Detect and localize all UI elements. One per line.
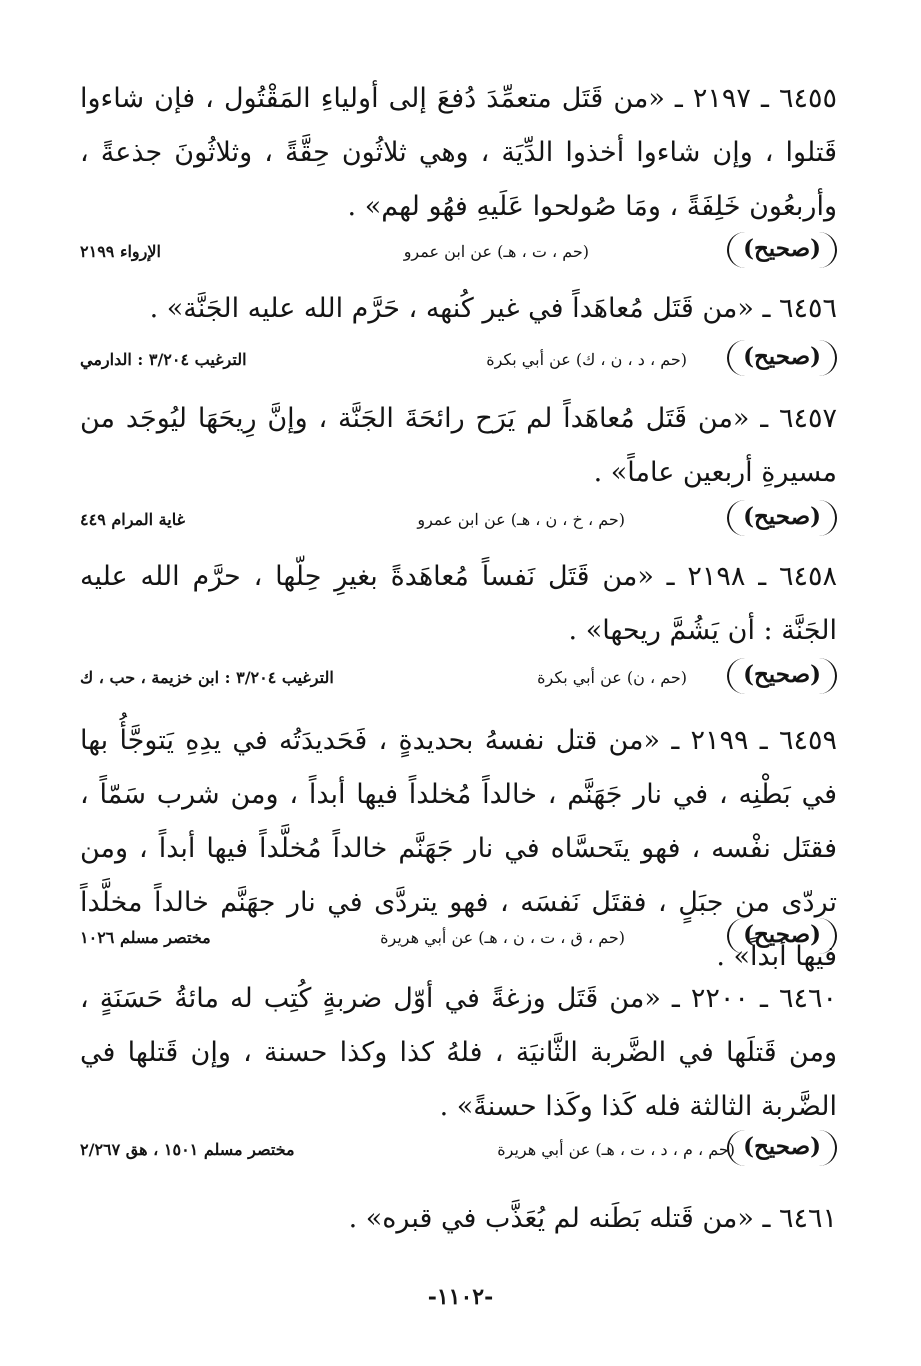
page-number: -١١٠٢- <box>427 1284 494 1310</box>
source-line-6456 <box>80 336 837 384</box>
reference: مختصر مسلم ١٠٢٦ <box>80 928 211 947</box>
grade-badge: (صحيح) <box>727 232 837 268</box>
hadith-6460: ٦٤٦٠ ـ ٢٢٠٠ ـ «من قَتَل وزغةً في أوّل ضربةٍ كُتِب له مائةُ حَسَنَةٍ ، ومن قَتلَها في الضَّربة الثَّانيَة ، فلهُ كذا وكذا حسنة ، وإن قَتلها في الضَّربة الثالثة فله كَذا وكَذا حسنةً» . <box>80 983 837 1122</box>
source-line-6460 <box>80 1126 837 1174</box>
grade-badge: (صحيح) <box>727 918 837 954</box>
reference: غاية المرام ٤٤٩ <box>80 510 185 529</box>
reference: الإرواء ٢١٩٩ <box>80 242 161 261</box>
hadith-6457: ٦٤٥٧ ـ «من قَتَل مُعاهَداً لم يَرَح رائحَةَ الجَنَّة ، وإنَّ رِيحَهَا ليُوجَد من مسيرةِ أربعين عاماً» . <box>80 403 837 488</box>
source-attribution: (حم ، ق ، ت ، ن ، هـ) عن أبي هريرة <box>380 928 625 947</box>
grade-badge: (صحيح) <box>727 500 837 536</box>
grade-badge: (صحيح) <box>727 340 837 376</box>
source-attribution: (حم ، خ ، ن ، هـ) عن ابن عمرو <box>417 510 625 529</box>
source-line-6458 <box>80 654 837 702</box>
source-line-6457 <box>80 496 837 544</box>
hadith-6455: ٦٤٥٥ ـ ٢١٩٧ ـ «من قَتَل متعمِّدَ دُفعَ إلى أولياءِ المَقْتُول ، فإن شاءوا قَتلوا ، وإن شاءوا أخذوا الدِّيَة ، وهي ثلاثُون حِقَّةً ، وثلاثُونَ جذعةً ، وأربعُون خَلِفَةً ، ومَا صُولحوا عَلَيهِ فهُو لهم» . <box>80 83 837 222</box>
source-line-6459 <box>80 914 837 962</box>
source-attribution: (حم ، م ، د ، ت ، هـ) عن أبي هريرة <box>497 1140 735 1159</box>
reference: الترغيب ٣/٢٠٤ : ابن خزيمة ، حب ، ك <box>80 668 334 687</box>
hadith-6461: ٦٤٦١ ـ «من قَتله بَطَنه لم يُعَذَّب في قبره» . <box>348 1203 837 1234</box>
grade-badge: (صحيح) <box>727 658 837 694</box>
source-attribution: (حم ، ت ، هـ) عن ابن عمرو <box>403 242 589 261</box>
grade-badge: (صحيح) <box>727 1130 837 1166</box>
hadith-6456: ٦٤٥٦ ـ «من قَتَل مُعاهَداً في غير كُنهه ، حَرَّم الله عليه الجَنَّة» . <box>149 293 837 324</box>
hadith-6458: ٦٤٥٨ ـ ٢١٩٨ ـ «من قَتَل نَفساً مُعاهَدةً بغيرِ حِلّها ، حرَّم الله عليه الجَنَّة : أن يَشُمَّ ريحها» . <box>80 561 837 646</box>
hadith-6459: ٦٤٥٩ ـ ٢١٩٩ ـ «من قتل نفسهُ بحديدةٍ ، فَحَديدَتُه في يدِهِ يَتوجَّأُ بها في بَطْنِه ، في نار جَهَنَّم ، خالداً مُخلداً فيها أبداً ، ومن شرب سَمّاً ، فقتَل نفْسه ، فهو يتَحسَّاه في نار جَهَنَّم خالداً مُخلَّداً فيها أبداً ، ومن تردّى من جبَلٍ ، فقتَل نَفسَه ، فهو يتردَّى في نار جهَنَّم خالداً مخلَّداً فيها أبداً» . <box>80 725 837 972</box>
reference: الترغيب ٣/٢٠٤ : الدارمي <box>80 350 247 369</box>
source-attribution: (حم ، د ، ن ، ك) عن أبي بكرة <box>486 350 687 369</box>
source-line-6455 <box>80 228 837 276</box>
source-attribution: (حم ، ن) عن أبي بكرة <box>537 668 687 687</box>
reference: مختصر مسلم ١٥٠١ ، هق ٢/٢٦٧ <box>80 1140 295 1159</box>
